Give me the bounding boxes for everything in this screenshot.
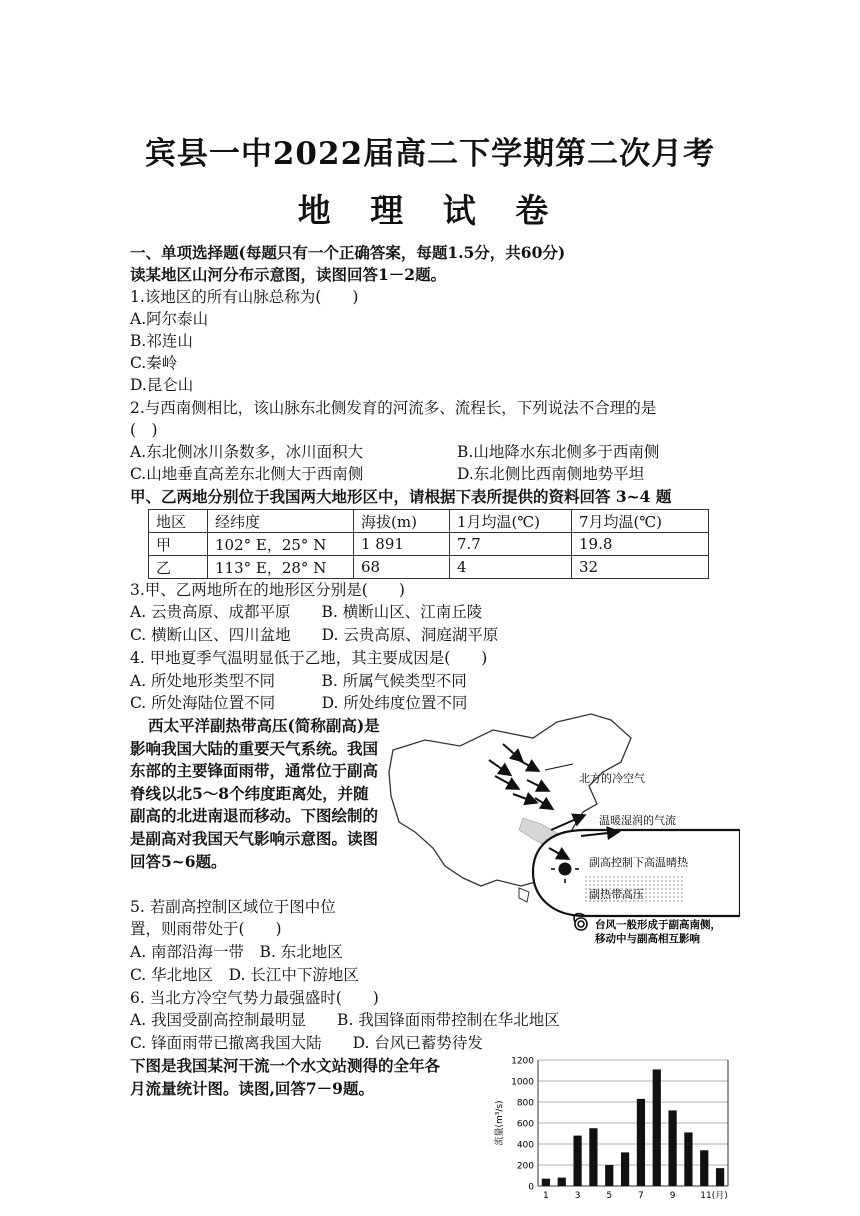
table-header: 海拔(m) (354, 510, 450, 533)
chart-x-tick-label: 7 (638, 1191, 644, 1201)
map-label-typhoon-1: 台风一般形成于副高南侧， (595, 919, 721, 931)
chart-y-tick-label: 600 (516, 1119, 534, 1130)
q2-option-c: C.山地垂直高差东北侧大于西南侧 (130, 465, 364, 483)
chart-y-label: 流量(m³/s) (495, 1100, 505, 1146)
chart-y-tick-label: 1200 (511, 1056, 534, 1067)
page-subtitle: 地 理 试 卷 (297, 191, 563, 230)
map-label-high: 副热带高压 (589, 888, 644, 901)
chart-bar (684, 1132, 692, 1186)
chart-bar (700, 1150, 708, 1186)
question-5-line2: 置，则雨带处于( ) (130, 920, 282, 938)
chart-y-tick-label: 200 (516, 1161, 534, 1172)
chart-y-tick-label: 0 (528, 1182, 534, 1193)
table-cell: 甲 (149, 533, 208, 556)
subtropical-high-map (385, 712, 740, 950)
table-header: 地区 (149, 510, 208, 533)
chart-bar (542, 1179, 550, 1186)
question-6: 6. 当北方冷空气势力最强盛时( ) (130, 989, 379, 1007)
q2-option-a: A.东北侧冰川条数多，冰川面积大 (130, 443, 364, 461)
question-2: 2.与西南侧相比，该山脉东北侧发育的河流多、流程长，下列说法不合理的是 (130, 399, 657, 417)
section-heading: 一、单项选择题(每题只有一个正确答案，每题1.5分，共60分) (130, 243, 566, 262)
flow-bar-chart (488, 1054, 734, 1214)
chart-bar (573, 1136, 581, 1186)
chart-x-tick-label: 9 (669, 1191, 676, 1201)
chart-x-tick-label: 3 (574, 1191, 581, 1201)
q1-option-c: C.秦岭 (130, 354, 178, 372)
chart-y-tick-label: 400 (516, 1140, 534, 1151)
chart-bar (621, 1152, 629, 1186)
question-3: 3.甲、乙两地所在的地形区分别是( ) (130, 581, 405, 599)
q1-option-a: A.阿尔泰山 (130, 310, 209, 328)
page-title: 宾县一中2022届高二下学期第二次月考 (144, 136, 716, 172)
chart-y-ticks (511, 1057, 534, 1193)
passage-5-6: 西太平洋副热带高压(简称副高)是影响我国大陆的重要天气系统。我国东部的主要锋面雨带，通常位于副高脊线以北5～8个纬度距离处，并随副高的北进南退而移动。下图绘制的是副高对我国天气影响示意图。读图回答5~6题。 (130, 716, 380, 871)
chart-y-tick-label: 800 (516, 1098, 534, 1109)
table-header-row (149, 510, 709, 533)
chart-gridlines (538, 1060, 728, 1186)
question-4: 4. 甲地夏季气温明显低于乙地，其主要成因是( ) (130, 649, 488, 667)
sun-icon (559, 863, 572, 876)
table-cell: 4 (450, 556, 572, 579)
climate-table (148, 509, 709, 579)
map-label-hot: 副高控制下高温晴热 (589, 856, 688, 869)
question-2-paren: ( ) (130, 421, 158, 439)
map-label-warm-air: 温暖湿润的气流 (599, 814, 676, 827)
chart-bars (542, 1069, 724, 1186)
chart-bar (589, 1128, 597, 1186)
intro-q7-9-line2: 月流量统计图。读图,回答7－9题。 (130, 1079, 374, 1098)
chart-x-tick-label: 5 (606, 1191, 613, 1201)
intro-q1-2: 读某地区山河分布示意图，读图回答1－2题。 (130, 265, 447, 284)
table-cell: 102° E，25° N (208, 533, 354, 556)
question-5-line1: 5. 若副高控制区域位于图中位 (130, 898, 336, 916)
table-header: 1月均温(℃) (450, 510, 572, 533)
table-cell: 1 891 (354, 533, 450, 556)
question-1: 1.该地区的所有山脉总称为( ) (130, 288, 359, 306)
q2-option-d: D.东北侧比西南侧地势平坦 (457, 465, 645, 483)
chart-x-tick-label: 11(月) (700, 1191, 728, 1201)
q1-option-b: B.祁连山 (130, 332, 193, 350)
q6-options-ab: A. 我国受副高控制最明显 B. 我国锋面雨带控制在华北地区 (130, 1011, 560, 1029)
q4-options-ab: A. 所处地形类型不同 B. 所属气候类型不同 (130, 672, 467, 690)
table-cell: 乙 (149, 556, 208, 579)
table-cell: 113° E，28° N (208, 556, 354, 579)
chart-bar (637, 1099, 645, 1186)
table-header: 经纬度 (208, 510, 354, 533)
table-header: 7月均温(℃) (572, 510, 709, 533)
q3-options-cd: C. 横断山区、四川盆地 D. 云贵高原、洞庭湖平原 (130, 626, 499, 644)
chart-bar (605, 1165, 613, 1186)
table-cell: 32 (572, 556, 709, 579)
chart-y-tick-label: 1000 (511, 1077, 534, 1088)
chart-bar (558, 1178, 566, 1186)
map-label-typhoon-2: 移动中与副高相互影响 (595, 933, 700, 945)
intro-q7-9-line1: 下图是我国某河干流一个水文站测得的全年各 (130, 1056, 441, 1075)
chart-bar (716, 1168, 724, 1186)
table-cell: 7.7 (450, 533, 572, 556)
q1-option-d: D.昆仑山 (130, 376, 194, 394)
q4-options-cd: C. 所处海陆位置不同 D. 所处纬度位置不同 (130, 694, 468, 712)
intro-q3-4: 甲、乙两地分别位于我国两大地形区中，请根据下表所提供的资料回答 3~4 题 (130, 487, 672, 506)
chart-bar (668, 1110, 676, 1186)
table-cell: 19.8 (572, 533, 709, 556)
table-cell: 68 (354, 556, 450, 579)
q5-options-ab: A. 南部沿海一带 B. 东北地区 (130, 943, 343, 961)
q2-option-b: B.山地降水东北侧多于西南侧 (457, 443, 660, 461)
q3-options-ab: A. 云贵高原、成都平原 B. 横断山区、江南丘陵 (130, 603, 483, 621)
chart-x-ticks (543, 1190, 728, 1201)
map-label-cold-air: 北方的冷空气 (579, 772, 645, 785)
hainan-island (519, 888, 529, 902)
chart-bar (653, 1069, 661, 1186)
table-row (149, 556, 709, 579)
table-row (149, 533, 709, 556)
chart-x-tick-label: 1 (543, 1191, 549, 1201)
q5-options-cd: C. 华北地区 D. 长江中下游地区 (130, 966, 359, 984)
q6-options-cd: C. 锋面雨带已撤离我国大陆 D. 台风已蓄势待发 (130, 1034, 483, 1052)
